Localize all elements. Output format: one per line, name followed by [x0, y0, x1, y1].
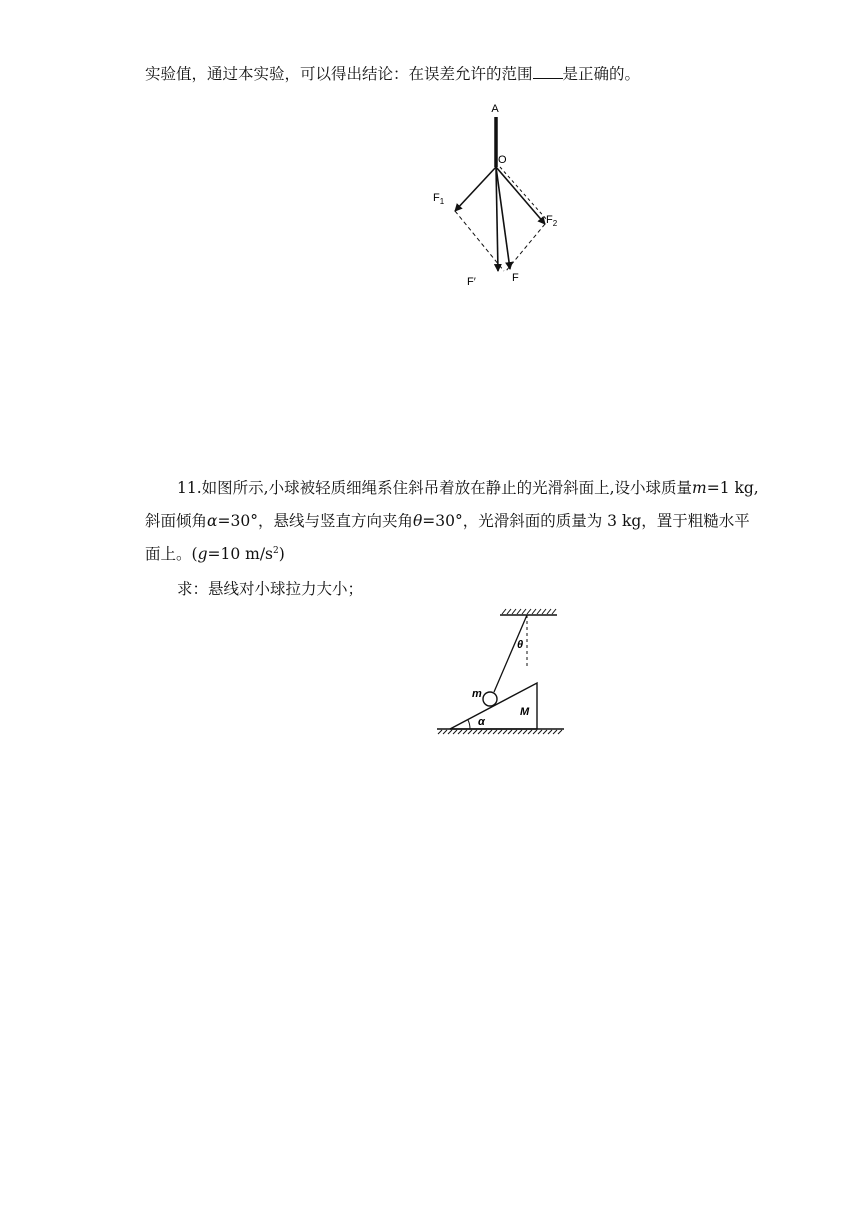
label-m: m	[472, 688, 482, 700]
incline-ball-figure	[432, 605, 572, 740]
q11-line-3: 面上。(g=10 $m/s^2$)	[145, 545, 285, 563]
prev-tail-end: 是正确的。	[562, 65, 641, 83]
label-f2: $F_2$	[546, 214, 558, 228]
label-theta: θ	[517, 639, 524, 651]
q11-line-2: 斜面倾角α=30°，悬线与竖直方向夹角θ=30°，光滑斜面的质量为 3 kg，置于粗糙水平	[145, 512, 750, 530]
string	[494, 615, 527, 692]
label-alpha: α	[478, 716, 485, 728]
label-o: O	[498, 154, 507, 166]
dashed-side-f2	[506, 224, 545, 271]
ball	[483, 692, 497, 706]
prev-question-tail	[145, 64, 640, 84]
dashed-o-f2	[500, 167, 547, 220]
label-f1: $F_1$	[433, 192, 445, 206]
alpha-arc	[468, 720, 470, 729]
prev-tail-text: 实验值，通过本实验，可以得出结论：在误差允许的范围	[145, 65, 533, 83]
arrow-f1	[455, 167, 496, 211]
force-parallelogram-figure	[420, 95, 580, 295]
label-a: A	[491, 103, 499, 115]
answer-blank[interactable]	[533, 64, 563, 79]
ceiling-hatch	[502, 609, 556, 614]
q11-ask: 求：悬线对小球拉力大小；	[177, 580, 364, 598]
label-f: F	[512, 272, 519, 284]
label-big-m: M	[520, 706, 530, 718]
label-fprime: F′	[467, 276, 476, 288]
q11-line-1: 11.如图所示,小球被轻质细绳系住斜吊着放在静止的光滑斜面上,设小球质量m=1 kg,	[177, 479, 759, 497]
ground-hatch	[438, 730, 562, 734]
